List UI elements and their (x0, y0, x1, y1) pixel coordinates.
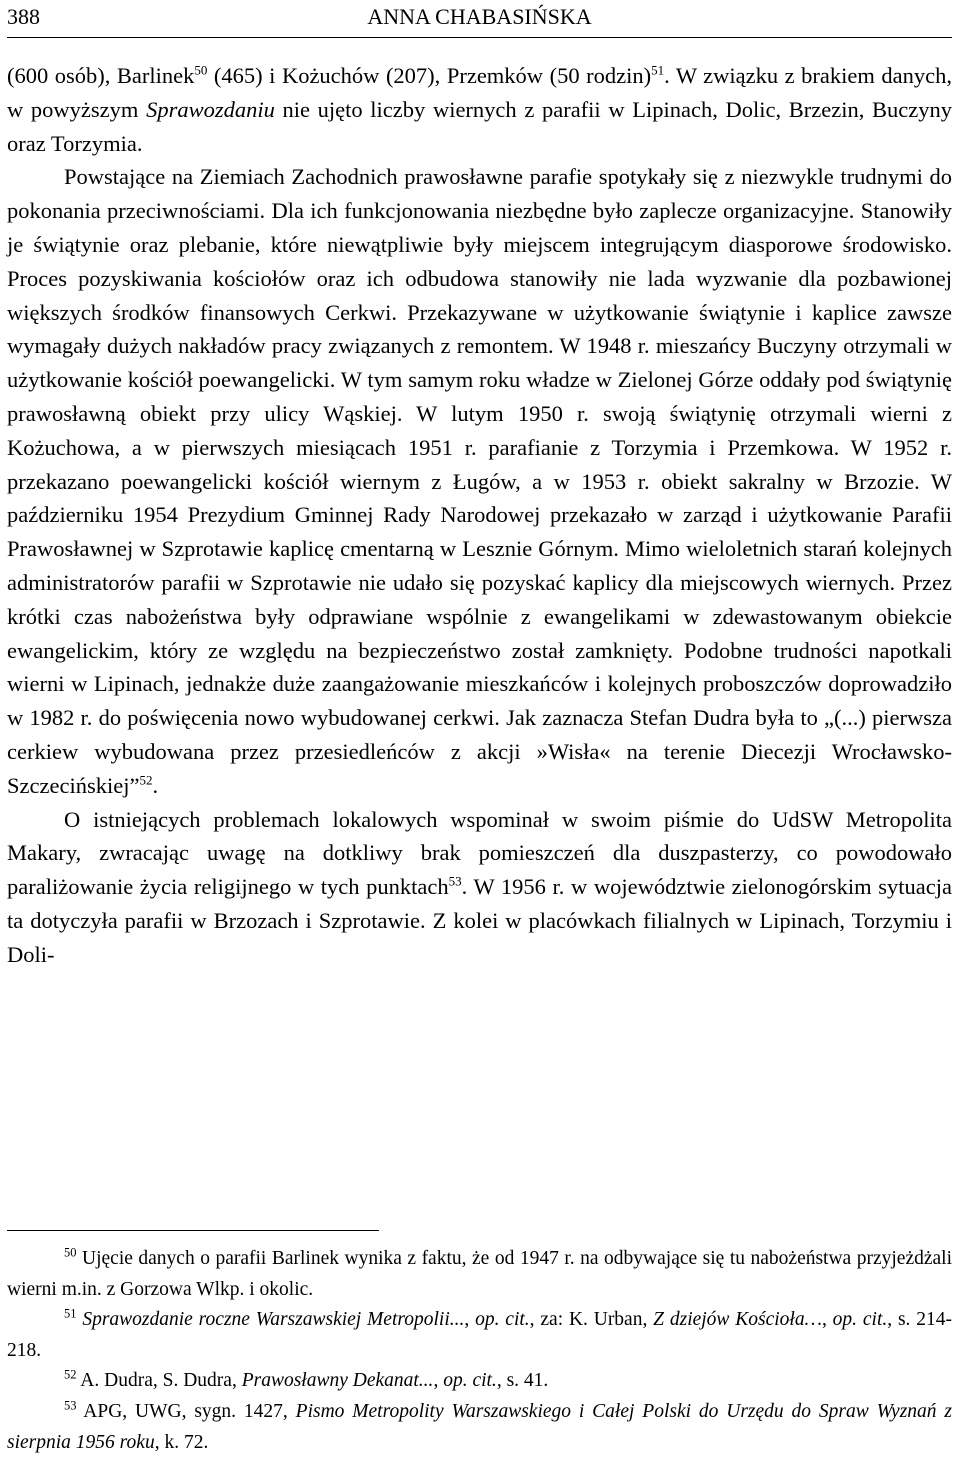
text-run: (600 osób), Barlinek (7, 63, 195, 88)
footnote-number: 52 (64, 1367, 77, 1382)
body-text (7, 59, 952, 972)
footnote-52 (7, 1366, 952, 1397)
italic-abbrev: op. cit. (832, 1309, 888, 1331)
text-run: Powstające na Ziemiach Zachodnich prawosławne parafie spotykały się z niezwykle trudnymi do pokonania przeciwnościami. Dla ich funkcjonowania niezbędne było zaplecze organizacyjne. Stanowiły je świątynie oraz plebanie, które niewątpliwie były miejscem integrującym diasporowe środowisko. Proces pozyskiwania kościołów oraz ich odbudowa stanowiły nie lada wyzwanie dla pozbawionej większych środków finansowych Cerkwi. Przekazywane w użytkowanie świątynie i kaplice zawsze wymagały dużych nakładów pracy związanych z remontem. W 1948 r. mieszańcy Buczyny otrzymali w użytkowanie kościół poewangelicki. W tym samym roku władze w Zielonej Górze oddały pod świątynię prawosławną obiekt przy ulicy Wąskiej. W lutym 1950 r. swoją świątynię otrzymali wierni z Kożuchowa, a w pierwszych miesiącach 1951 r. parafianie z Torzymia i Przemkowa. W 1952 r. przekazano poewangelicki kościół wiernym z Ługów, a w 1953 r. obiekt sakralny w Brzozie. W październiku 1954 Prezydium Gminnej Rady Narodowej przekazało w zarząd i użytkowanie Parafii Prawosławnej w Szprotawie kaplicę cmentarną w Lesznie Górnym. Mimo wieloletnich starań kolejnych administratorów parafii w Szprotawie nie udało się pozyskać kaplicy dla miejscowych wiernych. Przez krótki czas nabożeństwa były odprawiane wspólnie z ewangelikami w zdewastowanym obiekcie ewangelickim, który ze względu na bezpieczeństwo został zamknięty. Podobne trudności napotkali wierni w Lipinach, jednakże duże zaangażowanie mieszkańców i kolejnych proboszczów doprowadziło w 1982 r. do poświęcenia nowo wybudowanej cerkwi. Jak zaznacza Stefan Dudra była to „(...) pierwsza cerkiew wybudowana przez przesiedleńców z akcji »Wisła« na terenie Diecezji Wrocławsko-Szczecińskiej” (7, 164, 952, 798)
footnotes (7, 1244, 952, 1458)
paragraph-3 (7, 803, 952, 972)
footnote-text: , (821, 1309, 833, 1331)
italic-abbrev: op. cit. (475, 1309, 530, 1331)
italic-title: Pismo Metropolity Warszawskiego i Całej Polski do Urzędu do Spraw Wyznań z sierpnia 1956 roku (7, 1400, 953, 1453)
footnote-rule (7, 1230, 379, 1231)
footnote-50 (7, 1244, 952, 1305)
header-rule (7, 37, 952, 38)
footnote-ref-52: 52 (139, 772, 153, 788)
paragraph-2 (7, 160, 952, 802)
footnote-text: , s. 41. (496, 1370, 549, 1392)
running-head-author: ANNA CHABASIŃSKA (367, 4, 592, 29)
footnote-ref-53: 53 (448, 873, 462, 889)
text-run: O istniejących problemach lokalowych wspominał w swoim piśmie do UdSW Metropolita Makary, zwracając uwagę na dotkliwy brak pomieszczeń dla duszpasterzy, co powodowało paraliżowanie życia religijnego w tych punktach (7, 806, 952, 900)
running-header (7, 4, 952, 32)
footnote-ref-51: 51 (651, 62, 665, 78)
paragraph-1 (7, 59, 952, 160)
text-run: (465) i Kożuchów (207), Przemków (50 rodzin) (207, 63, 652, 88)
footnote-number: 51 (64, 1306, 77, 1321)
footnote-text: , s. 214-218. (7, 1309, 952, 1361)
text-run: . (152, 772, 159, 798)
footnote-53 (7, 1397, 952, 1458)
footnote-text: , (433, 1370, 444, 1392)
footnote-number: 50 (64, 1245, 77, 1260)
italic-title: Sprawozdanie roczne Warszawskiej Metropolii... (76, 1309, 465, 1331)
footnote-text: APG, UWG, sygn. 1427, (76, 1400, 296, 1422)
italic-title: Sprawozdaniu (146, 96, 275, 122)
text-run: . W związku z brakiem danych, w powyższym (7, 63, 953, 122)
footnote-ref-50: 50 (194, 62, 208, 78)
italic-title: Prawosławny Dekanat... (241, 1370, 434, 1392)
text-run: . W 1956 r. w województwie zielonogórskim sytuacja ta dotyczyła parafii w Brzozach i Szprotawie. Z kolei w placówkach filialnych w Lipinach, Torzymiu i Doli- (7, 874, 952, 967)
footnote-text: , (464, 1309, 476, 1331)
footnote-text: , za: K. Urban, (529, 1309, 654, 1331)
footnote-text: A. Dudra, S. Dudra, (76, 1370, 242, 1392)
italic-abbrev: op. cit. (443, 1370, 497, 1392)
footnote-number: 53 (64, 1398, 77, 1413)
text-run: nie ujęto liczby wiernych z parafii w Lipinach, Dolic, Brzezin, Buczyny oraz Torzymia. (7, 96, 953, 156)
page-number: 388 (7, 4, 40, 29)
footnote-text: , k. 72. (154, 1431, 209, 1453)
italic-title: Z dziejów Kościoła… (653, 1309, 822, 1331)
footnote-51 (7, 1305, 952, 1366)
footnote-text: Ujęcie danych o parafii Barlinek wynika z faktu, że od 1947 r. na odbywające się tu nabożeństwa przyjeżdżali wierni m.in. z Gorzowa Wlkp. i okolic. (7, 1248, 952, 1300)
